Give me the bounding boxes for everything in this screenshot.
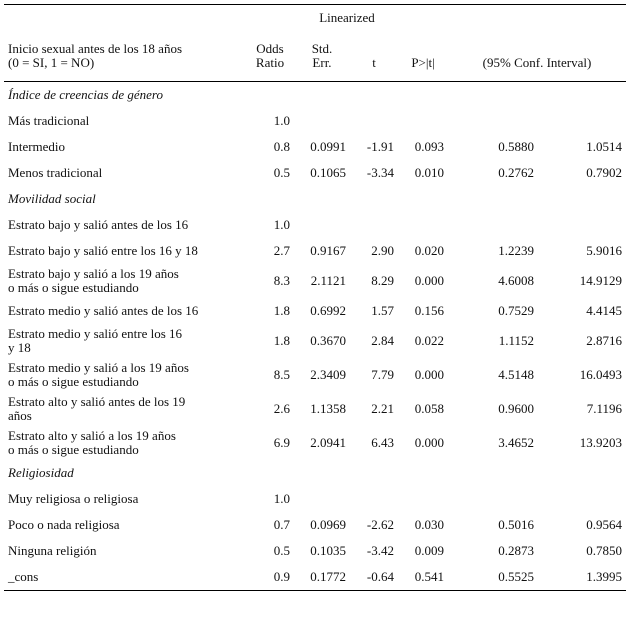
t-stat-cell: 2.84 (371, 333, 394, 348)
table-header-row (4, 31, 626, 82)
p-value-cell: 0.000 (414, 435, 445, 450)
table-row (4, 392, 626, 426)
ci-high-cell (538, 108, 626, 134)
odds-ratio-header (246, 31, 294, 82)
std-err-cell: 0.1772 (294, 564, 350, 591)
table-row (4, 160, 626, 186)
t-stat-cell: 6.43 (371, 435, 394, 450)
dependent-variable-header (4, 31, 246, 82)
std-err-cell: 0.0991 (310, 139, 346, 154)
odds-ratio-table (4, 4, 626, 591)
row-label-line1: Más tradicional (8, 113, 90, 128)
t-stat-cell (350, 486, 398, 512)
table-row (4, 212, 626, 238)
std-err-cell: 2.3409 (310, 367, 346, 382)
row-label-line2: años (8, 408, 32, 423)
std-err-cell: 2.1121 (310, 273, 346, 288)
t-stat-cell: -1.91 (366, 139, 394, 154)
row-label (4, 538, 246, 564)
t-stat-cell: -2.62 (366, 517, 394, 532)
row-label (4, 160, 246, 186)
row-label-line2: o más o sigue estudiando (8, 442, 139, 457)
t-header (350, 31, 398, 82)
row-label (4, 324, 246, 358)
table-row (4, 264, 626, 298)
table-row (4, 238, 626, 264)
row-label (4, 108, 246, 134)
odds-header-line2: Ratio (255, 55, 285, 70)
row-label-line1: Estrato bajo y salió antes de los 16 (8, 217, 189, 232)
ci-low-cell: 4.5148 (498, 367, 535, 382)
row-label (4, 238, 246, 264)
row-label-line1: Ninguna religión (8, 543, 97, 558)
row-label-line1: Muy religiosa o religiosa (8, 491, 139, 506)
ci-high-cell: 13.9203 (579, 435, 623, 450)
ci-low-cell: 0.2762 (498, 165, 535, 180)
ci-low-cell: 1.2239 (498, 243, 535, 258)
table-row (4, 538, 626, 564)
section-heading-row (4, 82, 626, 109)
ci-low-cell: 1.1152 (498, 333, 535, 348)
row-label-line1: Estrato alto y salió antes de los 19 (8, 394, 186, 409)
t-header-label: t (372, 55, 376, 70)
row-label (4, 298, 246, 324)
odds-header-line1: Odds (256, 41, 284, 56)
ci-high-cell: 16.0493 (579, 367, 623, 382)
std-err-cell: 0.6992 (310, 303, 346, 318)
row-label-line2: o más o sigue estudiando (8, 280, 139, 295)
ci-low-cell: 0.5016 (498, 517, 535, 532)
p-value-cell: 0.058 (414, 401, 445, 416)
row-label-line1: Estrato medio y salió a los 19 años (8, 360, 189, 375)
std-err-cell: 2.0941 (310, 435, 346, 450)
p-value-cell: 0.022 (414, 333, 445, 348)
table-title: Linearized (246, 5, 448, 32)
ci-high-cell (538, 212, 626, 238)
p-value-cell (398, 486, 448, 512)
p-value-cell: 0.156 (414, 303, 445, 318)
t-stat-cell: 1.57 (371, 303, 394, 318)
p-value-cell: 0.541 (398, 564, 448, 591)
ci-high-cell: 14.9129 (579, 273, 623, 288)
std-err-cell: 1.1358 (310, 401, 346, 416)
std-err-cell: 0.3670 (310, 333, 346, 348)
row-label-line1: Estrato medio y salió entre los 16 (8, 326, 183, 341)
ci-high-cell: 1.3995 (538, 564, 626, 591)
odds-ratio-cell: 0.9 (246, 564, 294, 591)
odds-ratio-cell: 1.0 (273, 113, 290, 128)
ci-low-cell: 0.7529 (498, 303, 535, 318)
section-heading-row (4, 186, 626, 212)
odds-ratio-cell: 6.9 (273, 435, 290, 450)
ci-high-cell: 2.8716 (586, 333, 623, 348)
row-label (4, 564, 246, 591)
table-row (4, 512, 626, 538)
t-stat-cell: 7.79 (371, 367, 394, 382)
odds-ratio-cell: 1.0 (273, 217, 290, 232)
odds-ratio-cell: 0.5 (273, 543, 290, 558)
ci-low-cell: 4.6008 (498, 273, 535, 288)
row-label (4, 134, 246, 160)
std-err-cell: 0.9167 (310, 243, 346, 258)
ci-low-cell: 0.5525 (448, 564, 538, 591)
ci-high-cell: 0.9564 (586, 517, 623, 532)
std-err-cell: 0.1035 (310, 543, 346, 558)
odds-ratio-cell: 2.6 (273, 401, 290, 416)
odds-ratio-cell: 2.7 (273, 243, 290, 258)
t-stat-cell (350, 212, 398, 238)
p-value-header (398, 31, 448, 82)
p-header-label: P>|t| (411, 55, 435, 70)
std-err-cell (294, 486, 350, 512)
std-err-cell (294, 108, 350, 134)
table-caption-row (4, 5, 626, 32)
row-label (4, 392, 246, 426)
odds-ratio-cell: 8.3 (273, 273, 290, 288)
row-label-line1: Estrato bajo y salió a los 19 años (8, 266, 179, 281)
odds-ratio-cell: 1.8 (273, 333, 290, 348)
ci-low-cell (448, 486, 538, 512)
ci-low-cell (448, 108, 538, 134)
p-value-cell: 0.010 (414, 165, 445, 180)
dependent-variable-line2: (0 = SI, 1 = NO) (8, 55, 95, 70)
table-row (4, 108, 626, 134)
t-stat-cell (350, 108, 398, 134)
ci-low-cell (448, 212, 538, 238)
row-label-line1: Menos tradicional (8, 165, 103, 180)
section-heading-row (4, 460, 626, 486)
row-label-line1: Estrato alto y salió a los 19 años (8, 428, 176, 443)
t-stat-cell: 2.21 (371, 401, 394, 416)
t-stat-cell: 8.29 (371, 273, 394, 288)
row-label-line1: Estrato medio y salió antes de los 16 (8, 303, 199, 318)
table-row (4, 486, 626, 512)
table-row (4, 426, 626, 460)
row-label (4, 264, 246, 298)
t-stat-cell: -3.42 (366, 543, 394, 558)
p-value-cell: 0.030 (414, 517, 445, 532)
ci-low-cell: 3.4652 (498, 435, 535, 450)
odds-ratio-cell: 0.7 (273, 517, 290, 532)
odds-ratio-cell: 1.0 (273, 491, 290, 506)
odds-ratio-cell: 8.5 (273, 367, 290, 382)
row-label (4, 358, 246, 392)
ci-high-cell: 0.7902 (586, 165, 623, 180)
table-row (4, 324, 626, 358)
ci-high-cell: 4.4145 (586, 303, 623, 318)
section-heading: Religiosidad (8, 465, 74, 480)
row-label-line1: Intermedio (8, 139, 66, 154)
t-stat-cell: 2.90 (371, 243, 394, 258)
p-value-cell: 0.000 (414, 273, 445, 288)
odds-ratio-cell: 0.8 (273, 139, 290, 154)
p-value-cell: 0.020 (414, 243, 445, 258)
table-row (4, 358, 626, 392)
row-label (4, 426, 246, 460)
ci-low-cell: 0.5880 (498, 139, 535, 154)
std-err-cell: 0.0969 (310, 517, 346, 532)
std-err-cell (294, 212, 350, 238)
std-err-header (294, 31, 350, 82)
odds-ratio-cell: 0.5 (273, 165, 290, 180)
se-header-line2: Err. (312, 55, 332, 70)
odds-ratio-cell: 1.8 (273, 303, 290, 318)
std-err-cell: 0.1065 (310, 165, 346, 180)
p-value-cell (398, 212, 448, 238)
table-row (4, 134, 626, 160)
row-label (4, 212, 246, 238)
row-label-line2: y 18 (8, 340, 31, 355)
section-heading: Índice de creencias de género (8, 87, 163, 102)
se-header-line1: Std. (311, 41, 333, 56)
constant-row (4, 564, 626, 591)
row-label-line1: _cons (8, 569, 39, 584)
ci-low-cell: 0.2873 (498, 543, 535, 558)
p-value-cell (398, 108, 448, 134)
p-value-cell: 0.000 (414, 367, 445, 382)
section-heading: Movilidad social (8, 191, 96, 206)
p-value-cell: 0.009 (414, 543, 445, 558)
ci-header-label: (95% Conf. Interval) (482, 55, 592, 70)
row-label-line2: o más o sigue estudiando (8, 374, 139, 389)
ci-low-cell: 0.9600 (498, 401, 535, 416)
t-stat-cell: -0.64 (350, 564, 398, 591)
p-value-cell: 0.093 (414, 139, 445, 154)
table-row (4, 298, 626, 324)
ci-high-cell (538, 486, 626, 512)
row-label (4, 512, 246, 538)
ci-high-cell: 5.9016 (586, 243, 623, 258)
ci-high-cell: 7.1196 (586, 401, 623, 416)
t-stat-cell: -3.34 (366, 165, 394, 180)
row-label (4, 486, 246, 512)
dependent-variable-line1: Inicio sexual antes de los 18 años (8, 41, 183, 56)
row-label-line1: Poco o nada religiosa (8, 517, 120, 532)
conf-interval-header (448, 31, 626, 82)
ci-high-cell: 1.0514 (586, 139, 623, 154)
ci-high-cell: 0.7850 (586, 543, 623, 558)
row-label-line1: Estrato bajo y salió entre los 16 y 18 (8, 243, 198, 258)
